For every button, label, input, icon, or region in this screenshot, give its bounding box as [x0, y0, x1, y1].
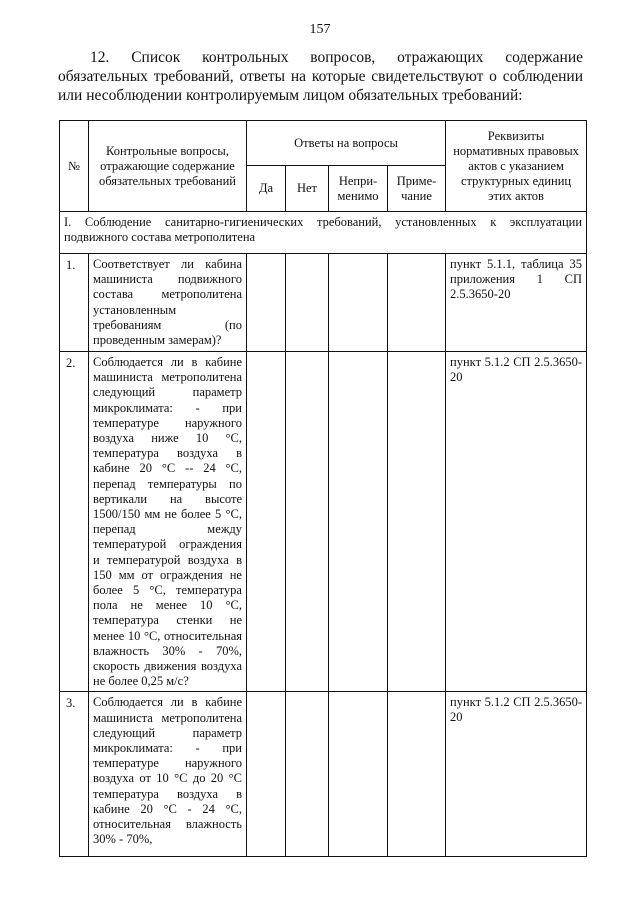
row-question: Соответствует ли кабина машиниста подвижного состава метрополитена установленным требованиям (по проведенным замерам)?	[89, 254, 247, 352]
answer-not-applicable-cell[interactable]	[329, 254, 388, 352]
answer-no-cell[interactable]	[286, 254, 329, 352]
row-requisites: пункт 5.1.1, таблица 35 приложения 1 СП 2.5.3650-20	[446, 254, 587, 352]
row-number: 2.	[60, 352, 89, 692]
header-questions: Контрольные вопросы, отражающие содержание обязательных требований	[89, 121, 247, 212]
header-yes: Да	[247, 166, 286, 212]
answer-yes-cell[interactable]	[247, 254, 286, 352]
answer-note-cell[interactable]	[388, 692, 446, 857]
answer-yes-cell[interactable]	[247, 692, 286, 857]
answer-not-applicable-cell[interactable]	[329, 692, 388, 857]
section-title: I. Соблюдение санитарно-гигиенических требований, установленных к эксплуатации подвижного состава метрополитена	[60, 212, 587, 254]
header-requisites: Реквизиты нормативных правовых актов с указанием структурных единиц этих актов	[446, 121, 587, 212]
row-number: 1.	[60, 254, 89, 352]
answer-note-cell[interactable]	[388, 254, 446, 352]
table-row	[60, 352, 587, 692]
table-row	[60, 254, 587, 352]
page-number: 157	[309, 22, 331, 37]
row-requisites: пункт 5.1.2 СП 2.5.3650-20	[446, 352, 587, 692]
checklist-table	[59, 120, 587, 857]
header-no-answer: Нет	[286, 166, 329, 212]
row-question: Соблюдается ли в кабине машиниста метрополитена следующий параметр микроклимата: - при температуре наружного воздуха ниже 10 °С, температура воздуха в кабине 20 °С -- 24 °С, перепад температуры по вертикали на высоте 1500/150 мм не более 5 °С, перепад между температурой ограждения и температурой воздуха в 150 мм от ограждения не более 5 °С, температура пола не менее 10 °С, температура стенки не менее 10 °С, относительная влажность 30% - 70%, скорость движения воздуха не более 0,25 м/с?	[89, 352, 247, 692]
row-requisites: пункт 5.1.2 СП 2.5.3650-20	[446, 692, 587, 857]
answer-not-applicable-cell[interactable]	[329, 352, 388, 692]
row-number: 3.	[60, 692, 89, 857]
answer-note-cell[interactable]	[388, 352, 446, 692]
intro-paragraph: 12. Список контрольных вопросов, отражающих содержание обязательных требований, ответы на которые свидетельствуют о соблюдении или несоблюдении контролируемым лицом обязательных требований:	[58, 49, 583, 104]
header-number: №	[60, 121, 89, 212]
answer-no-cell[interactable]	[286, 352, 329, 692]
table-row	[60, 692, 587, 857]
header-not-applicable: Непри-менимо	[329, 166, 388, 212]
row-question: Соблюдается ли в кабине машиниста метрополитена следующий параметр микроклимата: - при температуре наружного воздуха от 10 °С до 20 °С температура воздуха в кабине 20 °С - 24 °С, относительная влажность 30% - 70%,	[89, 692, 247, 857]
answer-yes-cell[interactable]	[247, 352, 286, 692]
answer-no-cell[interactable]	[286, 692, 329, 857]
header-answers: Ответы на вопросы	[247, 121, 446, 166]
header-note: Приме-чание	[388, 166, 446, 212]
